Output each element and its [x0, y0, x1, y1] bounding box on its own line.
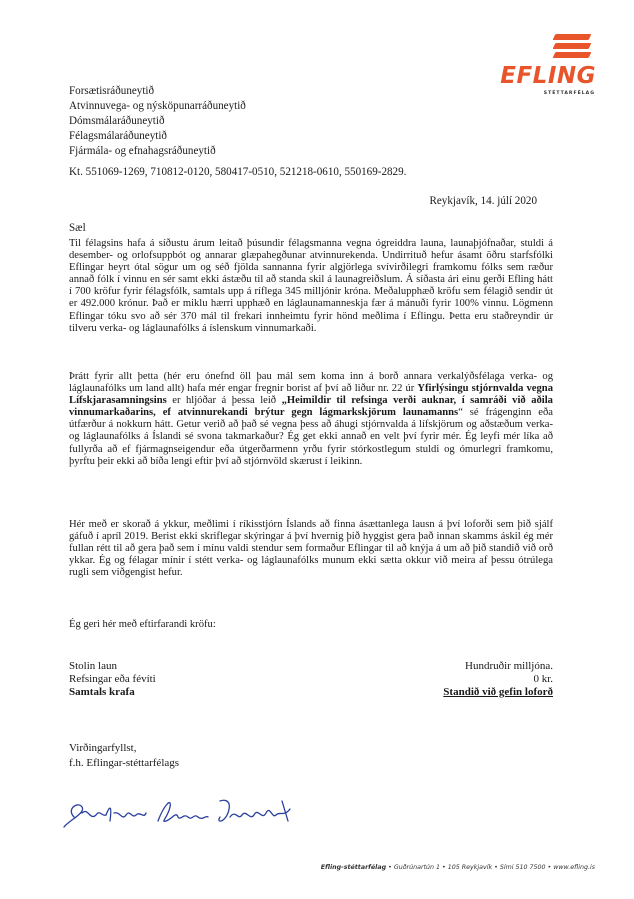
demand-label: Stolin laun — [69, 660, 117, 672]
logo-wordmark: EFLING — [500, 63, 596, 89]
recipient-line: Atvinnuvega- og nýsköpunarráðuneytið — [69, 99, 246, 112]
recipient-line: Fjármála- og efnahagsráðuneytið — [69, 144, 216, 157]
logo-stripes-icon — [554, 34, 590, 61]
demand-total-row — [69, 686, 553, 699]
recipient-line: Forsætisráðuneytið — [69, 85, 155, 97]
closing-line: f.h. Eflingar-stéttarfélags — [69, 756, 180, 769]
efling-logo — [500, 34, 596, 104]
total-label: Samtals krafa — [69, 686, 135, 698]
paragraph-2 — [69, 371, 553, 468]
footer-brand: Efling-stéttarfélag — [320, 864, 387, 871]
paragraph-2-text: “ sé frágenginn eða útfærður á nokkurn hátt. Getur verið að það sé vegna þess að áhugi stjórnvalda á lífskjörum og aðstæðum verka- og láglaunafólks á Íslandi sé svona takmarkaður? Ég get ekki annað en velt því fyrir mér. Ég leyfi mér líka að fullyrða að ef fjármagnseigendur eða útgerðarmenn yrðu fyrir stórkostlegum stuldi og ómurlegri framkomu, þyrftu þeir ekki að bíða lengi eftir því að stjórnvöld skærust í leikinn. — [69, 407, 553, 467]
declaration-quote: „Heimildir til refsinga verði auknar, í samráði við aðila vinnumarkaðarins, ef atvinnurekandi brýtur gegn lágmarkskjörum launamanns — [69, 395, 553, 419]
demand-label: Refsingar eða févíti — [69, 673, 156, 685]
demand-value: 0 kr. — [533, 673, 553, 685]
demand-intro: Ég geri hér með eftirfarandi kröfu: — [69, 619, 216, 630]
logo-subtitle: STÉTTARFÉLAG — [543, 91, 595, 96]
demand-row — [69, 660, 553, 673]
demand-row — [69, 673, 553, 686]
demand-value: Hundruðir milljóna. — [465, 660, 553, 672]
paragraph-2-text: Þrátt fyrir allt þetta (hér eru ónefnd öll þau mál sem koma inn á borð annara verkalýðsfélaga verka- og láglaunafólks um land allt) hafa mér engar fregnir borist af því að liður nr. 22 úr — [69, 371, 553, 395]
footer — [321, 864, 595, 871]
footer-contact: • Guðrúnartún 1 • 105 Reykjavík • Sími 510 7500 • www.efling.is — [386, 864, 595, 871]
kennitala-line: Kt. 551069-1269, 710812-0120, 580417-0510, 521218-0610, 550169-2829. — [69, 166, 407, 178]
recipient-line: Dómsmálaráðuneytið — [69, 114, 165, 127]
paragraph-1: Til félagsins hafa á síðustu árum leitað þúsundir félagsmanna vegna ógreiddra launa, launaþjófnaðar, stuldi á desember- og orlofsuppbót og annarar glæpahegðunar atvinnurekenda. Undirrituð hefur ásamt öðru starfsfólki Eflingar heyrt ótal sögur um og séð fjölda sannanna fyrir algjörlega svívirðilegri framkomu fólks sem ræður annað fólk í vinnu en sér samt ekki ástæðu til að standa skil á launagreiðslum. Á síðasta ári einu gerði Efling hátt í 700 kröfur fyrir félagsfólk, samtals upp á ríflega 345 milljónir króna. Meðalupphæð kröfu sem félagið sendir út er 492.000 krónur. Það er miklu hærri upphæð en láglaunamanneskja fær á mánuði fyrir 100% vinnu. Lögmenn Eflingar tóku svo að sér 370 mál til frekari innheimtu fyrir hönd meðlima í Eflingu. Þetta eru staðreyndir úr tilveru verka- og láglaunafólks á íslenskum vinnumarkaði. — [69, 238, 553, 334]
closing-block — [69, 741, 179, 770]
paragraph-3: Hér með er skorað á ykkur, meðlimi í ríkisstjórn Íslands að finna ásættanlega lausn á því loforði sem þið sjálf gáfuð í apríl 2019. Berist ekki skriflegar skýringar á því hvernig þið hyggist gera það innan skamms áskil ég mér fullan rétt til að gera það sem í mínu valdi stendur sem formaður Eflingar til að knýja á um að þið standið við orð ykkar. Ég og félagar mínir í stétt verka- og láglaunafólks munum ekki sætta okkur við meira af þessu ótrúlega rugli sem viðgengist hefur. — [69, 519, 553, 579]
closing-line: Virðingarfyllst, — [69, 742, 137, 754]
handwritten-signature — [60, 787, 310, 835]
greeting: Sæl — [69, 222, 86, 234]
recipients-block — [69, 84, 246, 159]
paragraph-2-text: er hljóðar á þessa leið — [166, 395, 282, 407]
declaration-title: Yfirlýsingu stjórnvalda vegna Lífskjarasamningsins — [69, 383, 553, 407]
total-value: Standið við gefin loforð — [443, 686, 553, 698]
recipient-line: Félagsmálaráðuneytið — [69, 129, 167, 142]
date-line: Reykjavík, 14. júlí 2020 — [429, 195, 537, 207]
